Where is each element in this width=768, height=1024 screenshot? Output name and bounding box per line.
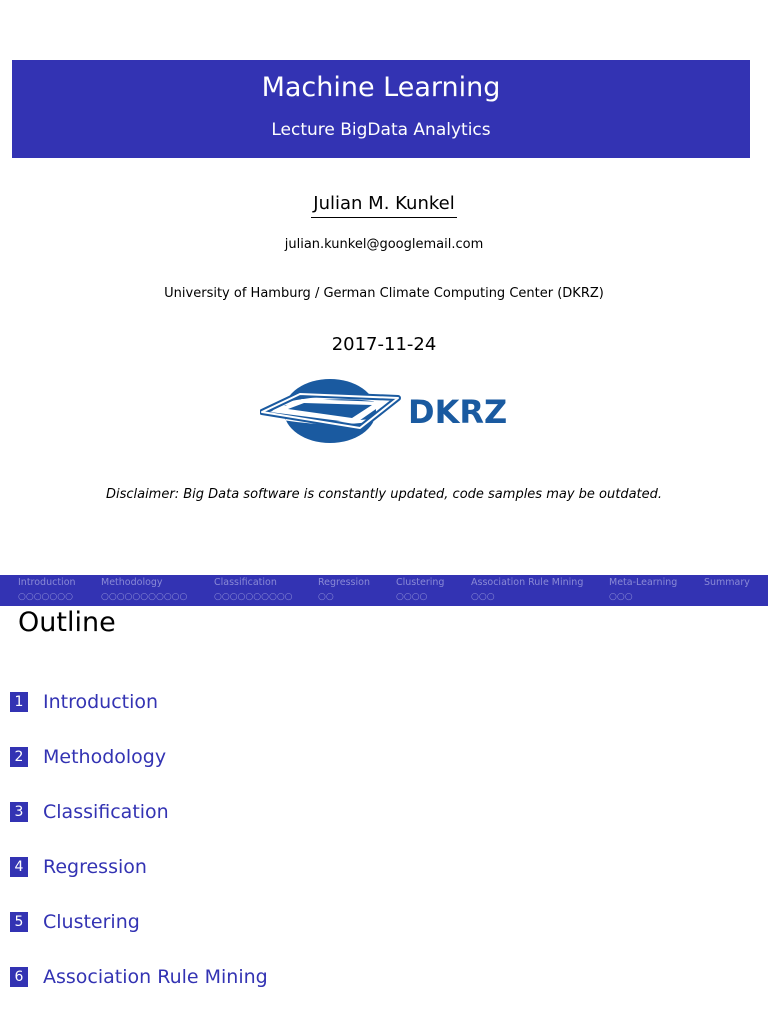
nav-label: Regression: [318, 577, 370, 588]
nav-section-introduction[interactable]: [18, 577, 76, 603]
presentation-title: Machine Learning: [261, 72, 501, 103]
logo-text: DKRZ: [408, 393, 508, 431]
nav-label: Association Rule Mining: [471, 577, 584, 588]
author-name: Julian M. Kunkel: [311, 193, 456, 218]
nav-label: Classification: [214, 577, 277, 588]
toc-item-introduction[interactable]: [10, 692, 158, 712]
toc-label[interactable]: Introduction: [43, 691, 159, 713]
author-block: [0, 193, 768, 214]
nav-progress-dots[interactable]: ○○○○○○○: [18, 592, 73, 602]
nav-section-methodology[interactable]: [101, 577, 187, 603]
toc-label[interactable]: Association Rule Mining: [43, 966, 268, 988]
nav-progress-dots[interactable]: ○○○: [609, 592, 633, 602]
nav-label: Meta-Learning: [609, 577, 678, 588]
author-email: julian.kunkel@googlemail.com: [284, 237, 484, 252]
toc-item-classification[interactable]: [10, 802, 169, 822]
toc-label[interactable]: Classification: [43, 801, 169, 823]
toc-item-clustering[interactable]: [10, 912, 140, 932]
nav-section-summary[interactable]: [704, 577, 750, 591]
nav-progress-dots[interactable]: ○○○: [471, 592, 495, 602]
disclaimer: Disclaimer: Big Data software is constantly updated, code samples may be outdated.: [105, 487, 663, 502]
toc-item-regression[interactable]: [10, 857, 147, 877]
outline-title: Outline: [18, 607, 116, 638]
toc-item-methodology[interactable]: [10, 747, 166, 767]
presentation-subtitle: Lecture BigData Analytics: [271, 120, 491, 140]
presentation-date: 2017-11-24: [331, 334, 437, 355]
nav-progress-dots[interactable]: ○○○○○○○○○○○: [101, 592, 188, 602]
nav-progress-dots[interactable]: ○○○○: [396, 592, 428, 602]
toc-number: 6: [10, 967, 28, 987]
nav-label: Introduction: [18, 577, 76, 588]
toc-number: 4: [10, 857, 28, 877]
toc-label[interactable]: Regression: [43, 856, 147, 878]
nav-section-classification[interactable]: [214, 577, 293, 603]
nav-section-clustering[interactable]: [396, 577, 444, 603]
title-banner: [12, 60, 750, 158]
toc-label[interactable]: Clustering: [43, 911, 140, 933]
nav-label: Clustering: [396, 577, 445, 588]
toc-number: 1: [10, 692, 28, 712]
toc-number: 2: [10, 747, 28, 767]
toc-number: 5: [10, 912, 28, 932]
nav-progress-dots[interactable]: ○○○○○○○○○○: [214, 592, 293, 602]
institution: University of Hamburg / German Climate Computing Center (DKRZ): [164, 286, 604, 301]
toc-item-association-rule-mining[interactable]: [10, 967, 268, 987]
nav-section-regression[interactable]: [318, 577, 370, 603]
toc-number: 3: [10, 802, 28, 822]
toc-label[interactable]: Methodology: [43, 746, 167, 768]
nav-section-association-rule-mining[interactable]: [471, 577, 583, 603]
nav-label: Summary: [704, 577, 750, 588]
nav-progress-dots[interactable]: ○○: [318, 592, 334, 602]
section-navbar: [0, 575, 768, 606]
dkrz-logo: [260, 376, 510, 450]
nav-label: Methodology: [101, 577, 163, 588]
nav-section-meta-learning[interactable]: [609, 577, 677, 603]
